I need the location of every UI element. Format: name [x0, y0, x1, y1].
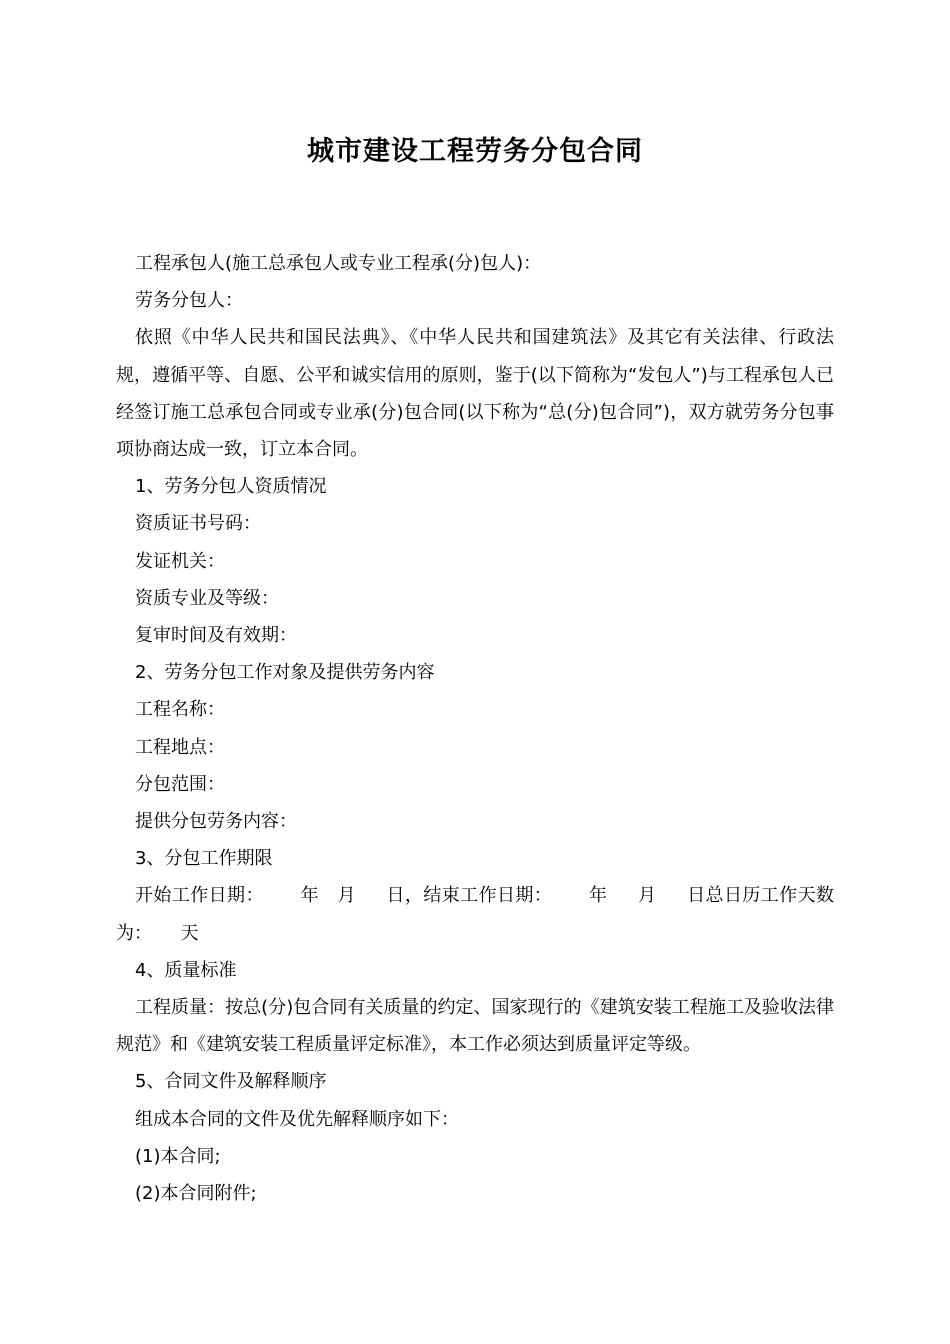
field-project-location: 工程地点：: [135, 736, 225, 758]
field-labor-content: 提供分包劳务内容：: [135, 811, 297, 833]
paragraph-quality: 工程质量：按总(分)包合同有关质量的约定、国家现行的《建筑安装工程施工及验收法律规范》和《建筑安装工程质量评定标准》，本工作必须达到质量评定等级。: [116, 997, 834, 1056]
section-heading-work-period: 3、分包工作期限: [135, 848, 273, 870]
section-heading-quality: 4、质量标准: [135, 959, 237, 981]
section-heading-work-scope: 2、劳务分包工作对象及提供劳务内容: [135, 662, 435, 684]
paragraph-contractor: 工程承包人(施工总承包人或专业工程承(分)包人)：: [135, 253, 542, 274]
section-heading-documents: 5、合同文件及解释顺序: [135, 1071, 327, 1093]
document-body: [116, 245, 834, 1212]
paragraph-documents-order: 组成本合同的文件及优先解释顺序如下：: [135, 1108, 459, 1130]
paragraph-labor-subcontractor: 劳务分包人：: [135, 290, 243, 312]
list-item-attachments: (2)本合同附件;: [135, 1183, 257, 1205]
section-heading-qualification: 1、劳务分包人资质情况: [135, 476, 327, 498]
field-subcontract-scope: 分包范围：: [135, 773, 225, 795]
paragraph-preamble: 依照《中华人民共和国民法典》、《中华人民共和国建筑法》及其它有关法律、行政法规，遵循平等、自愿、公平和诚实信用的原则，鉴于(以下简称为“发包人”)与工程承包人已经签订施工总承包合同或专业承(分)包合同(以下称为“总(分)包合同”)，双方就劳务分包事项协商达成一致，订立本合同。: [116, 327, 834, 461]
field-qualification-grade: 资质专业及等级：: [135, 587, 279, 609]
field-review-validity: 复审时间及有效期：: [135, 625, 297, 647]
field-project-name: 工程名称：: [135, 699, 225, 721]
field-issuing-authority: 发证机关：: [135, 550, 225, 572]
list-item-contract: (1)本合同;: [135, 1145, 221, 1167]
paragraph-work-dates: 开始工作日期： 年 月 日，结束工作日期： 年 月 日总日历工作天数为： 天: [116, 885, 834, 944]
document-title: 城市建设工程劳务分包合同: [307, 136, 643, 167]
field-certificate-number: 资质证书号码：: [135, 513, 261, 535]
